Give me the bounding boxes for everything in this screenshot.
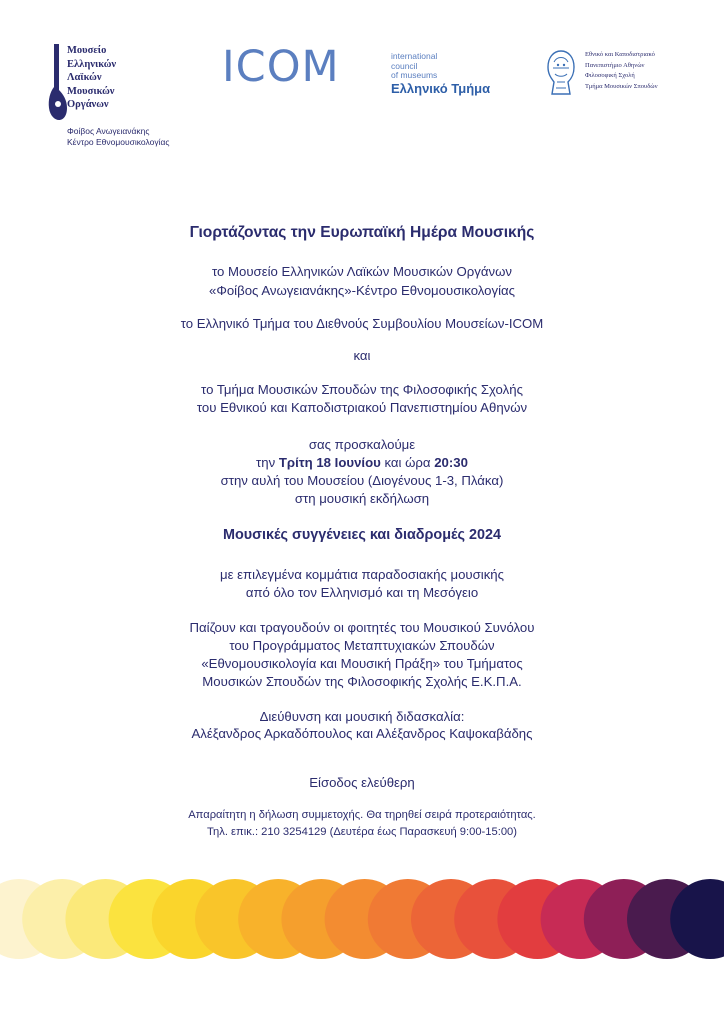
direction-label: Διεύθυνση και μουσική διδασκαλία:: [259, 709, 465, 724]
time-prefix: και ώρα: [380, 455, 435, 470]
venue-text: στην αυλή του Μουσείου (Διογένους 1-3, Πλάκα): [220, 473, 504, 488]
contact-info: Τηλ. επικ.: 210 3254129 (Δευτέρα έως Παρασκευή 9:00-15:00): [207, 826, 517, 838]
icom-branch: Ελληνικό Τμήμα: [391, 81, 491, 96]
entry-note: Είσοδος ελεύθερη: [309, 775, 415, 790]
organizer-university-line: το Τμήμα Μουσικών Σπουδών της Φιλοσοφικής Σχολής: [201, 382, 523, 397]
performers-line: του Προγράμματος Μεταπτυχιακών Σπουδών: [229, 638, 495, 653]
event-intro-text: στη μουσική εκδήλωση: [294, 491, 430, 506]
organizer-museum-line: «Φοίβος Ανωγειανάκης»-Κέντρο Εθνομουσικολογίας: [208, 283, 516, 298]
museum-name-line: Μουσικών: [67, 85, 115, 97]
icom-wordmark: ICOM: [222, 42, 340, 92]
description-line: με επιλεγμένα κομμάτια παραδοσιακής μουσικής: [220, 567, 504, 582]
museum-subtitle-line: Φοίβος Ανωγειανάκης: [67, 126, 150, 136]
performers-line: Παίζουν και τραγουδούν οι φοιτητές του Μουσικού Συνόλου: [189, 620, 535, 635]
university-name-line: Φιλοσοφική Σχολή: [585, 72, 635, 79]
university-name-line: Πανεπιστήμιο Αθηνών: [585, 61, 645, 69]
description-line: από όλο τον Ελληνισμό και τη Μεσόγειο: [245, 585, 479, 600]
invitation-title: Γιορτάζοντας την Ευρωπαϊκή Ημέρα Μουσικής: [189, 224, 535, 241]
museum-name-line: Λαϊκών: [67, 72, 102, 83]
date-prefix: την: [256, 455, 279, 470]
museum-subtitle-line: Κέντρο Εθνομουσικολογίας: [67, 137, 170, 147]
rsvp-note: Απαραίτητη η δήλωση συμμετοχής. Θα τηρηθεί σειρά προτεραιότητας.: [188, 809, 536, 821]
directors-names: Αλέξανδρος Αρκαδόπουλος και Αλέξανδρος Καψοκαβάδης: [191, 726, 533, 741]
performers-line: «Εθνομουσικολογία και Μουσική Πράξη» του Τμήματος: [201, 656, 523, 671]
organizer-university-line: του Εθνικού και Καποδιστριακού Πανεπιστημίου Αθηνών: [196, 400, 528, 415]
university-name-line: Εθνικό και Καποδιστριακό: [585, 51, 655, 58]
performers-line: Μουσικών Σπουδών της Φιλοσοφικής Σχολής Ε.Κ.Π.Α.: [202, 674, 522, 689]
event-title: Μουσικές συγγένειες και διαδρομές 2024: [222, 527, 502, 543]
event-date: Τρίτη 18 Ιουνίου: [278, 455, 381, 470]
event-time: 20:30: [434, 455, 468, 470]
museum-name-line: Μουσείο: [67, 45, 107, 56]
organizer-museum-line: το Μουσείο Ελληνικών Λαϊκών Μουσικών Οργάνων: [212, 264, 512, 279]
icom-tagline-line: council: [391, 60, 418, 71]
conjunction-text: και: [353, 348, 371, 363]
organizer-icom-line: το Ελληνικό Τμήμα του Διεθνούς Συμβουλίου Μουσείων-ICOM: [180, 316, 544, 331]
icom-tagline-line: of museums: [391, 70, 438, 80]
university-name-line: Τμήμα Μουσικών Σπουδών: [585, 82, 658, 90]
invite-text: σας προσκαλούμε: [308, 437, 416, 452]
museum-name-line: Οργάνων: [67, 99, 109, 110]
icom-tagline-line: international: [391, 51, 438, 61]
museum-name-line: Ελληνικών: [67, 58, 117, 70]
